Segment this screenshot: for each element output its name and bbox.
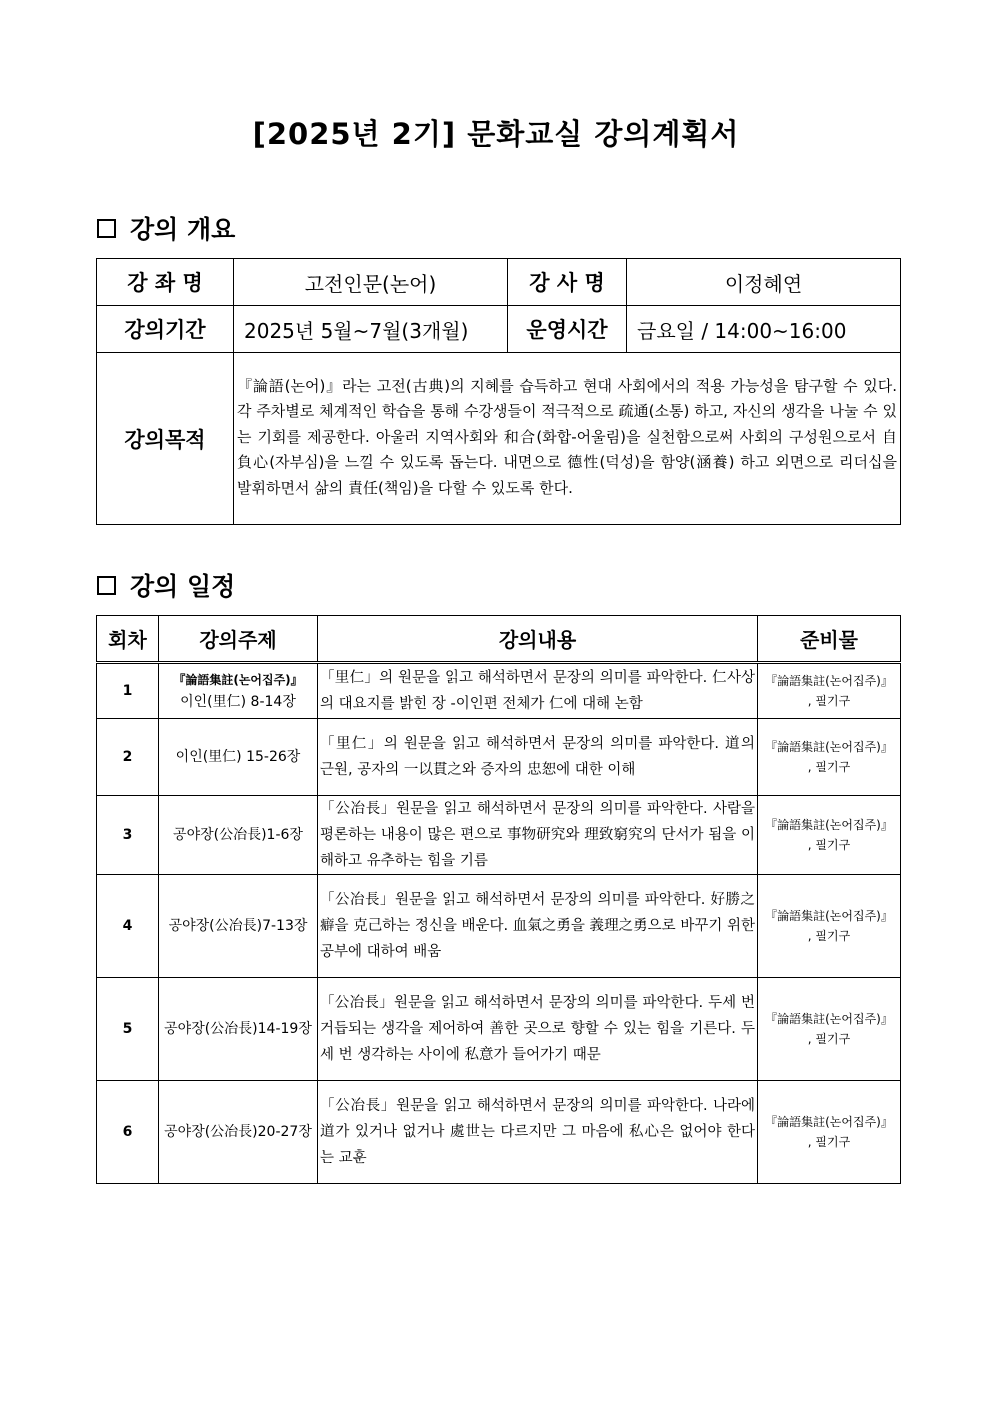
page-title: [2025년 2기] 문화교실 강의계획서 xyxy=(252,117,740,151)
purpose-text: 『論語(논어)』라는 고전(古典)의 지혜를 습득하고 현대 사회에서의 적용 가능성을 탐구할 수 있다. 각 주차별로 체계적인 학습을 통해 수강생들이 적극적으로 疏通(소통) 하고, 자신의 생각을 나눌 수 있는 기회를 제공한다. 아울러 지역사회와 和合(화합-어울림)을 실천함으로써 사회의 구성원으로서 自負心(자부심)을 느낄 수 있도록 돕는다. 내면으로 德性(덕성)을 함양(涵養) 하고 외면으로 리더십을 발휘하면서 삶의 責任(책임)을 다할 수 있도록 한다. xyxy=(234,353,901,525)
header-session: 회차 xyxy=(97,616,159,663)
session-number: 6 xyxy=(97,1081,159,1184)
period-value: 2025년 5월~7월(3개월) xyxy=(234,306,508,353)
materials-book: 『論語集註(논어집주)』 xyxy=(765,1115,893,1129)
materials-extra: , 필기구 xyxy=(807,1135,851,1149)
session-materials xyxy=(758,978,901,1081)
instructor-label: 강 사 명 xyxy=(508,259,627,306)
session-number: 3 xyxy=(97,796,159,875)
table-row xyxy=(97,875,901,978)
session-content: 「里仁」의 원문을 읽고 해석하면서 문장의 의미를 파악한다. 道의 근원, 공자의 一以貫之와 증자의 忠恕에 대한 이해 xyxy=(318,719,758,796)
materials-extra: , 필기구 xyxy=(807,760,851,774)
course-name-label: 강 좌 명 xyxy=(97,259,234,306)
session-content: 「公冶長」원문을 읽고 해석하면서 문장의 의미를 파악한다. 나라에 道가 있거나 없거나 處世는 다르지만 그 마음에 私心은 없어야 한다는 교훈 xyxy=(318,1081,758,1184)
section-title-overview: 강의 개요 xyxy=(130,215,236,244)
section-title-schedule: 강의 일정 xyxy=(130,572,236,601)
header-topic: 강의주제 xyxy=(159,616,318,663)
topic-chapter: 이인(里仁) 8-14장 xyxy=(180,694,296,710)
session-content: 「里仁」의 원문을 읽고 해석하면서 문장의 의미를 파악한다. 仁사상의 대요지를 밝힌 장 -이인편 전체가 仁에 대해 논함 xyxy=(318,663,758,719)
header-content: 강의내용 xyxy=(318,616,758,663)
session-materials xyxy=(758,1081,901,1184)
table-row xyxy=(97,978,901,1081)
topic-book-title: 『論語集註(논어집주)』 xyxy=(173,673,303,687)
overview-table xyxy=(96,258,901,525)
session-topic xyxy=(159,719,318,796)
session-topic xyxy=(159,663,318,719)
session-content: 「公冶長」원문을 읽고 해석하면서 문장의 의미를 파악한다. 두세 번 거듭되는 생각을 제어하여 善한 곳으로 향할 수 있는 힘을 기른다. 두세 번 생각하는 사이에 私意가 들어가기 때문 xyxy=(318,978,758,1081)
checkbox-square-icon xyxy=(97,576,116,595)
session-materials xyxy=(758,719,901,796)
materials-book: 『論語集註(논어집주)』 xyxy=(765,818,893,832)
time-value: 금요일 / 14:00~16:00 xyxy=(627,306,901,353)
session-topic xyxy=(159,875,318,978)
materials-extra: , 필기구 xyxy=(807,929,851,943)
topic-chapter: 공야장(公冶長)20-27장 xyxy=(164,1124,312,1140)
time-label: 운영시간 xyxy=(508,306,627,353)
materials-extra: , 필기구 xyxy=(807,1032,851,1046)
topic-chapter: 이인(里仁) 15-26장 xyxy=(175,749,301,765)
materials-book: 『論語集註(논어집주)』 xyxy=(765,1012,893,1026)
session-number: 5 xyxy=(97,978,159,1081)
session-topic xyxy=(159,1081,318,1184)
table-row xyxy=(97,796,901,875)
table-row xyxy=(97,1081,901,1184)
session-topic xyxy=(159,978,318,1081)
table-row xyxy=(97,663,901,719)
session-materials xyxy=(758,875,901,978)
checkbox-square-icon xyxy=(97,219,116,238)
header-materials: 준비물 xyxy=(758,616,901,663)
schedule-table xyxy=(96,615,901,1184)
purpose-label: 강의목적 xyxy=(97,353,234,525)
period-label: 강의기간 xyxy=(97,306,234,353)
section-heading-schedule xyxy=(97,567,235,603)
table-row xyxy=(97,719,901,796)
session-materials xyxy=(758,663,901,719)
session-number: 1 xyxy=(97,663,159,719)
session-content: 「公冶長」원문을 읽고 해석하면서 문장의 의미를 파악한다. 好勝之癖을 克己하는 정신을 배운다. 血氣之勇을 義理之勇으로 바꾸기 위한 공부에 대하여 배움 xyxy=(318,875,758,978)
materials-book: 『論語集註(논어집주)』 xyxy=(765,674,893,688)
instructor-value: 이정혜연 xyxy=(627,259,901,306)
materials-book: 『論語集註(논어집주)』 xyxy=(765,909,893,923)
session-materials xyxy=(758,796,901,875)
topic-chapter: 공야장(公冶長)7-13장 xyxy=(168,918,308,934)
materials-extra: , 필기구 xyxy=(807,838,851,852)
session-topic xyxy=(159,796,318,875)
materials-book: 『論語集註(논어집주)』 xyxy=(765,740,893,754)
materials-extra: , 필기구 xyxy=(807,694,851,708)
topic-chapter: 공야장(公冶長)14-19장 xyxy=(164,1021,312,1037)
session-content: 「公冶長」원문을 읽고 해석하면서 문장의 의미를 파악한다. 사람을 평론하는 내용이 많은 편으로 事物研究와 理致窮究의 단서가 됨을 이해하고 유추하는 힘을 기름 xyxy=(318,796,758,875)
session-number: 2 xyxy=(97,719,159,796)
course-name-value: 고전인문(논어) xyxy=(234,259,508,306)
section-heading-overview xyxy=(97,210,235,246)
session-number: 4 xyxy=(97,875,159,978)
topic-chapter: 공야장(公冶長)1-6장 xyxy=(173,827,303,843)
